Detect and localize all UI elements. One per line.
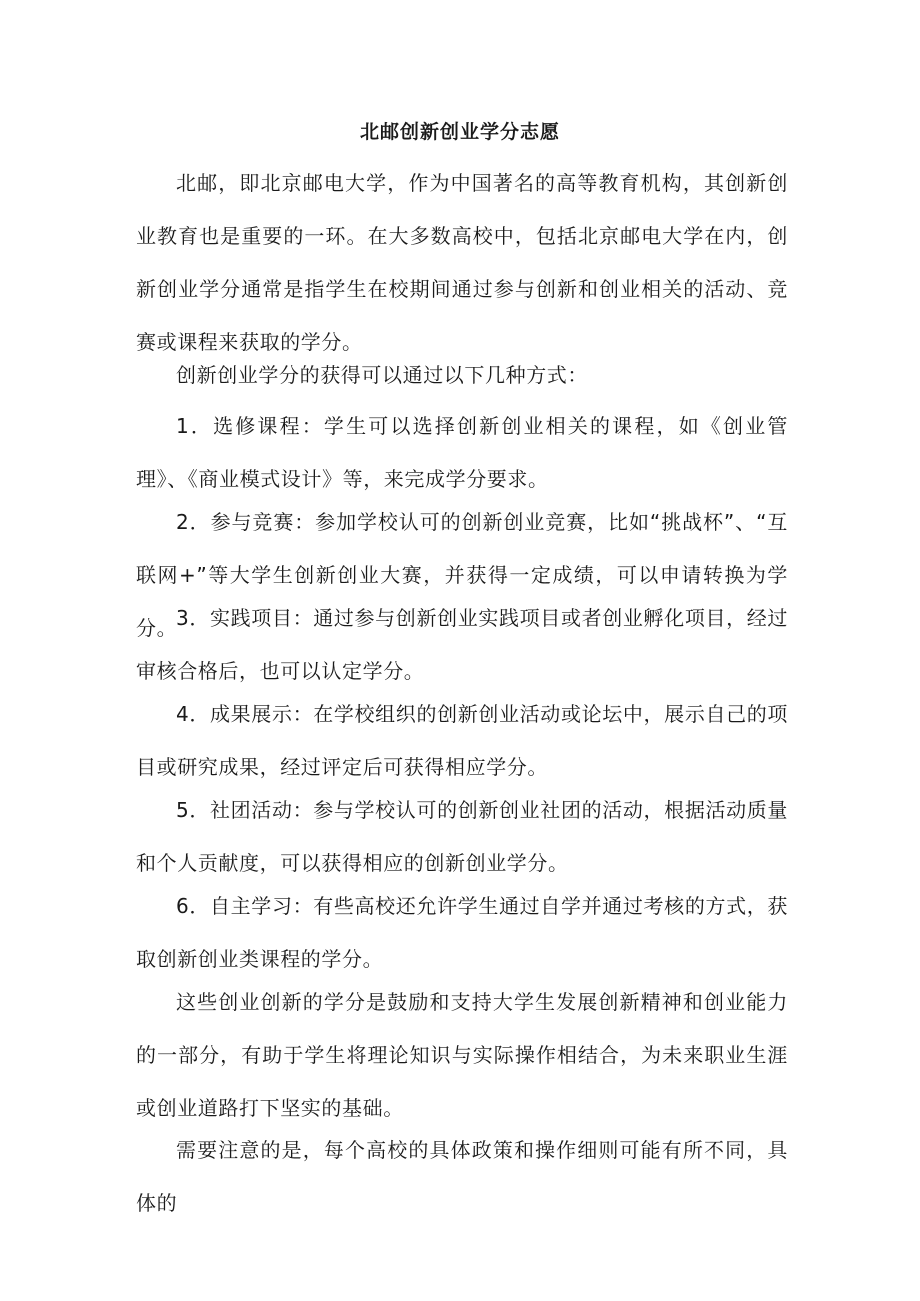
paragraph-summary: 这些创业创新的学分是鼓励和支持大学生发展创新精神和创业能力的一部分，有助于学生将理论知识与实际操作相结合，为未来职业生涯或创业道路打下坚实的基础。 bbox=[136, 990, 788, 1120]
paragraph-item-4: 4．成果展示：在学校组织的创新创业活动或论坛中，展示自己的项目或研究成果，经过评定后可获得相应学分。 bbox=[136, 702, 788, 779]
document-title: 北邮创新创业学分志愿 bbox=[359, 121, 560, 143]
paragraph-item-1: 1．选修课程：学生可以选择创新创业相关的课程，如《创业管理》、《商业模式设计》等，来完成学分要求。 bbox=[136, 414, 788, 491]
paragraph-item-5: 5．社团活动：参与学校认可的创新创业社团的活动，根据活动质量和个人贡献度，可以获得相应的创新创业学分。 bbox=[136, 798, 788, 875]
paragraph-item-3: 3．实践项目：通过参与创新创业实践项目或者创业孵化项目，经过审核合格后，也可以认定学分。 bbox=[136, 606, 788, 683]
paragraph-ways-intro: 创新创业学分的获得可以通过以下几种方式： bbox=[176, 363, 588, 387]
paragraph-intro: 北邮，即北京邮电大学，作为中国著名的高等教育机构，其创新创业教育也是重要的一环。在大多数高校中，包括北京邮电大学在内，创新创业学分通常是指学生在校期间通过参与创新和创业相关的活动、竞赛或课程来获取的学分。 bbox=[136, 171, 788, 354]
paragraph-item-6: 6．自主学习：有些高校还允许学生通过自学并通过考核的方式，获取创新创业类课程的学分。 bbox=[136, 894, 788, 971]
paragraph-note: 需要注意的是，每个高校的具体政策和操作细则可能有所不同，具体的 bbox=[136, 1138, 788, 1215]
paragraph-item-2: 2．参与竞赛：参加学校认可的创新创业竞赛，比如“挑战杯”、“互联网+”等大学生创新创业大赛，并获得一定成绩，可以申请转换为学分。 bbox=[136, 510, 788, 640]
